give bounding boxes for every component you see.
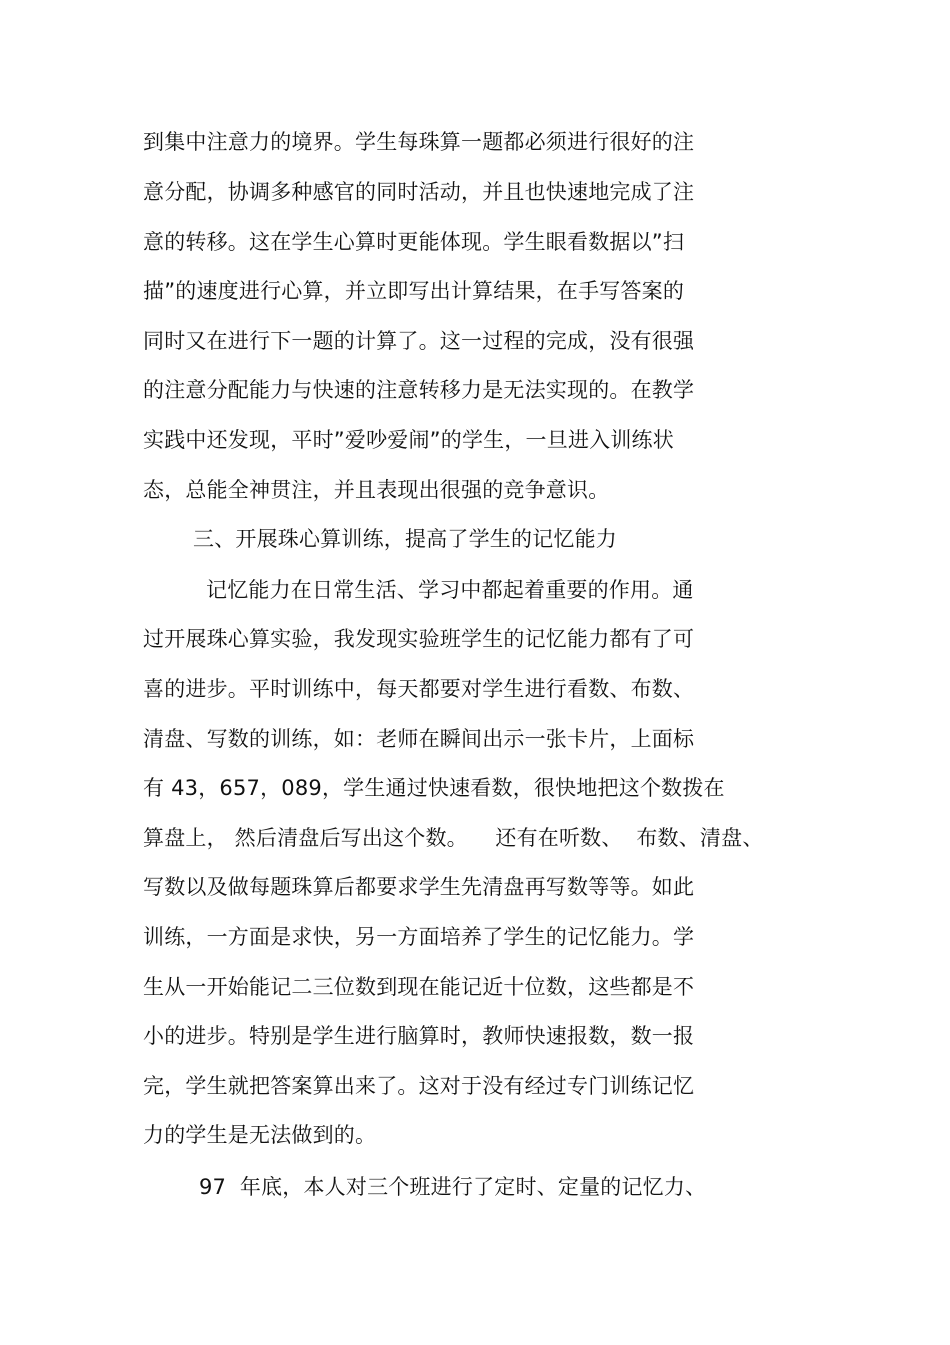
paragraph-line: 到集中注意力的境界。学生每珠算一题都必须进行很好的注 [143,130,695,154]
paragraph-line: 同时又在进行下一题的计算了。这一过程的完成，没有很强 [143,329,695,353]
paragraph-line: 意的转移。这在学生心算时更能体现。学生眼看数据以”扫 [143,230,685,254]
paragraph-line: 算盘上， 然后清盘后写出这个数。 还有在听数、 布数、清盘、 [143,826,764,850]
paragraph-line: 的注意分配能力与快速的注意转移力是无法实现的。在教学 [143,378,695,402]
paragraph-line: 写数以及做每题珠算后都要求学生先清盘再写数等等。如此 [143,875,695,899]
paragraph-first-line: 记忆能力在日常生活、学习中都起着重要的作用。通 [206,578,694,602]
paragraph-line: 过开展珠心算实验，我发现实验班学生的记忆能力都有了可 [143,627,695,651]
paragraph-line: 训练，一方面是求快，另一方面培养了学生的记忆能力。学 [143,925,695,949]
paragraph-line: 完，学生就把答案算出来了。这对于没有经过专门训练记忆 [143,1074,695,1098]
section-heading: 三、开展珠心算训练，提高了学生的记忆能力 [193,527,617,551]
paragraph-line: 喜的进步。平时训练中，每天都要对学生进行看数、布数、 [143,677,695,701]
paragraph-first-line: 97 年底，本人对三个班进行了定时、定量的记忆力、 [199,1175,707,1199]
paragraph-line: 生从一开始能记二三位数到现在能记近十位数，这些都是不 [143,975,695,999]
paragraph-line: 描”的速度进行心算，并立即写出计算结果，在手写答案的 [143,279,685,303]
paragraph-line: 实践中还发现，平时”爱吵爱闹”的学生，一旦进入训练状 [143,428,674,452]
paragraph-line: 清盘、写数的训练，如：老师在瞬间出示一张卡片，上面标 [143,727,695,751]
paragraph-line: 有 43，657，089，学生通过快速看数，很快地把这个数拨在 [143,776,725,800]
paragraph-line: 力的学生是无法做到的。 [143,1123,377,1147]
paragraph-line: 意分配，协调多种感官的同时活动，并且也快速地完成了注 [143,180,695,204]
paragraph-line: 小的进步。特别是学生进行脑算时，教师快速报数，数一报 [143,1024,695,1048]
paragraph-line: 态，总能全神贯注，并且表现出很强的竞争意识。 [143,478,610,502]
